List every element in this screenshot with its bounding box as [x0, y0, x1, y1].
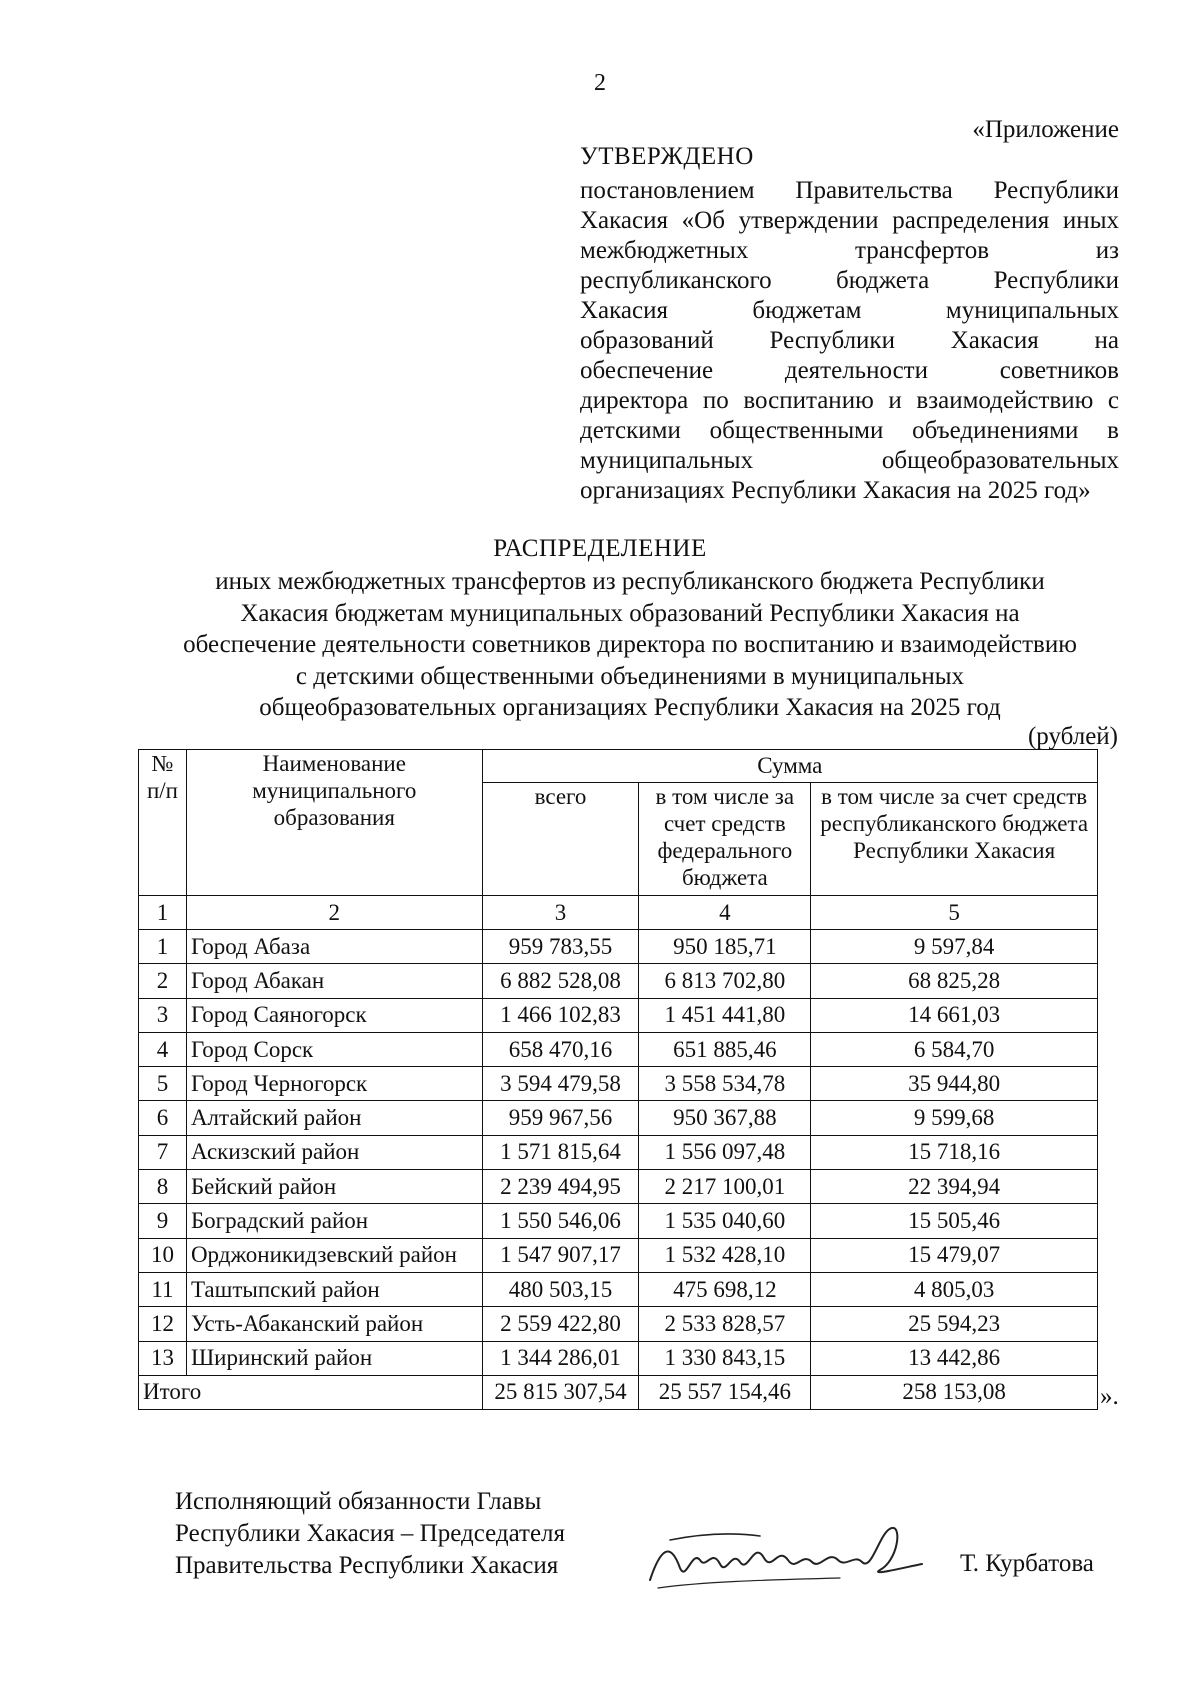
row-name: Город Саяногорск: [186, 998, 482, 1032]
row-number: 9: [139, 1204, 187, 1238]
position-line: Исполняющий обязанности Главы: [175, 1488, 542, 1515]
row-name: Город Черногорск: [186, 1067, 482, 1101]
row-number: 6: [139, 1101, 187, 1135]
row-federal: 6 813 702,80: [639, 964, 811, 998]
subtitle-line: общеобразовательных организациях Республики Хакасия на 2025 год: [259, 694, 1001, 722]
table-row: [139, 1204, 1098, 1238]
row-federal: 1 532 428,10: [639, 1238, 811, 1272]
row-total: 1 344 286,01: [482, 1341, 639, 1375]
row-federal: 950 185,71: [639, 930, 811, 964]
table-row: [139, 964, 1098, 998]
row-federal: 651 885,46: [639, 1032, 811, 1066]
approved-title: УТВЕРЖДЕНО: [580, 143, 754, 170]
row-republic: 22 394,94: [811, 1170, 1098, 1204]
row-republic: 9 599,68: [811, 1101, 1098, 1135]
row-federal: 3 558 534,78: [639, 1067, 811, 1101]
row-number: 2: [139, 964, 187, 998]
signatory-position: [175, 1486, 565, 1582]
position-line: Правительства Республики Хакасия: [175, 1552, 559, 1579]
row-federal: 1 535 040,60: [639, 1204, 811, 1238]
approval-line: организациях Республики Хакасия на 2025 год»: [580, 477, 1091, 504]
row-total: 2 239 494,95: [482, 1170, 639, 1204]
subtitle-line: с детскими общественными объединениями в муниципальных: [295, 662, 965, 690]
approval-line: Хакасия бюджетам муниципальных: [580, 297, 1119, 324]
header-sum: Сумма: [482, 750, 1097, 783]
subtitle-line: Хакасия бюджетам муниципальных образований Республики Хакасия на: [240, 599, 1020, 627]
approval-line: муниципальных общеобразовательных: [580, 447, 1119, 474]
table-row: [139, 930, 1098, 964]
row-total: 6 882 528,08: [482, 964, 639, 998]
closing-quote: ».: [1100, 1383, 1119, 1410]
row-name: Город Абакан: [186, 964, 482, 998]
table-row: [139, 1135, 1098, 1169]
signatory-name: Т. Курбатова: [960, 1550, 1094, 1577]
table-row: [139, 1238, 1098, 1272]
total-federal: 25 557 154,46: [639, 1375, 811, 1409]
row-republic: 14 661,03: [811, 998, 1098, 1032]
row-federal: 1 451 441,80: [639, 998, 811, 1032]
row-republic: 6 584,70: [811, 1032, 1098, 1066]
row-number: 13: [139, 1341, 187, 1375]
table-row: [139, 1170, 1098, 1204]
row-name: Аскизский район: [186, 1135, 482, 1169]
row-number: 10: [139, 1238, 187, 1272]
appendix-label: «Приложение: [972, 116, 1119, 143]
header-federal: в том числе за счет средств федерального бюджета: [639, 783, 811, 896]
approval-line: директора по воспитанию и взаимодействию с: [580, 387, 1119, 414]
approval-line: межбюджетных трансфертов из: [580, 237, 1119, 264]
row-total: 1 547 907,17: [482, 1238, 639, 1272]
total-sum: 25 815 307,54: [482, 1375, 639, 1409]
column-number: 5: [811, 896, 1098, 930]
approval-block: [580, 176, 1119, 506]
row-federal: 1 330 843,15: [639, 1341, 811, 1375]
row-republic: 15 505,46: [811, 1204, 1098, 1238]
row-name: Алтайский район: [186, 1101, 482, 1135]
table-row: [139, 998, 1098, 1032]
unit-label: (рублей): [1027, 723, 1118, 750]
row-republic: 13 442,86: [811, 1341, 1098, 1375]
row-total: 1 466 102,83: [482, 998, 639, 1032]
document-subtitle: [160, 566, 1100, 724]
column-number: 3: [482, 896, 639, 930]
column-number: 1: [139, 896, 187, 930]
row-total: 3 594 479,58: [482, 1067, 639, 1101]
table-row: [139, 1067, 1098, 1101]
row-number: 7: [139, 1135, 187, 1169]
column-number: 4: [639, 896, 811, 930]
row-republic: 15 718,16: [811, 1135, 1098, 1169]
header-total: всего: [482, 783, 639, 896]
table-row: [139, 1101, 1098, 1135]
approval-line: обеспечение деятельности советников: [580, 357, 1119, 384]
signature-icon: [640, 1510, 930, 1600]
row-republic: 68 825,28: [811, 964, 1098, 998]
distribution-table: [138, 749, 1098, 1410]
row-total: 480 503,15: [482, 1272, 639, 1306]
row-number: 8: [139, 1170, 187, 1204]
approval-line: Хакасия «Об утверждении распределения иных: [580, 207, 1119, 234]
row-name: Бейский район: [186, 1170, 482, 1204]
row-republic: 35 944,80: [811, 1067, 1098, 1101]
total-row: [139, 1375, 1098, 1409]
row-name: Город Сорск: [186, 1032, 482, 1066]
header-name: Наименование муниципального образования: [186, 750, 482, 896]
row-total: 1 571 815,64: [482, 1135, 639, 1169]
row-name: Орджоникидзевский район: [186, 1238, 482, 1272]
row-name: Город Абаза: [186, 930, 482, 964]
row-name: Усть-Абаканский район: [186, 1307, 482, 1341]
row-number: 3: [139, 998, 187, 1032]
subtitle-line: обеспечение деятельности советников директора по воспитанию и взаимодействию: [183, 631, 1077, 659]
subtitle-line: иных межбюджетных трансфертов из республиканского бюджета Республики: [215, 568, 1045, 595]
page-number: 2: [594, 70, 606, 96]
table-row: [139, 1307, 1098, 1341]
column-number: 2: [186, 896, 482, 930]
total-republic: 258 153,08: [811, 1375, 1098, 1409]
row-republic: 4 805,03: [811, 1272, 1098, 1306]
row-federal: 475 698,12: [639, 1272, 811, 1306]
position-line: Республики Хакасия – Председателя: [175, 1520, 566, 1547]
row-name: Таштыпский район: [186, 1272, 482, 1306]
document-title: РАСПРЕДЕЛЕНИЕ: [493, 535, 707, 562]
row-number: 12: [139, 1307, 187, 1341]
table-row: [139, 1341, 1098, 1375]
row-name: Ширинский район: [186, 1341, 482, 1375]
row-republic: 25 594,23: [811, 1307, 1098, 1341]
row-federal: 2 217 100,01: [639, 1170, 811, 1204]
row-total: 2 559 422,80: [482, 1307, 639, 1341]
table-row: [139, 1032, 1098, 1066]
row-total: 658 470,16: [482, 1032, 639, 1066]
table-row: [139, 1272, 1098, 1306]
row-number: 1: [139, 930, 187, 964]
approval-line: постановлением Правительства Республики: [580, 177, 1119, 204]
row-total: 959 783,55: [482, 930, 639, 964]
approval-line: образований Республики Хакасия на: [580, 327, 1119, 354]
total-label: Итого: [139, 1375, 483, 1409]
row-name: Боградский район: [186, 1204, 482, 1238]
row-republic: 15 479,07: [811, 1238, 1098, 1272]
row-federal: 1 556 097,48: [639, 1135, 811, 1169]
approval-line: республиканского бюджета Республики: [580, 267, 1119, 294]
row-number: 11: [139, 1272, 187, 1306]
header-number: № п/п: [139, 750, 187, 896]
row-republic: 9 597,84: [811, 930, 1098, 964]
approval-line: детскими общественными объединениями в: [580, 417, 1119, 444]
header-republic: в том числе за счет средств республиканского бюджета Республики Хакасия: [811, 783, 1098, 896]
row-number: 4: [139, 1032, 187, 1066]
row-federal: 2 533 828,57: [639, 1307, 811, 1341]
row-federal: 950 367,88: [639, 1101, 811, 1135]
row-total: 959 967,56: [482, 1101, 639, 1135]
row-number: 5: [139, 1067, 187, 1101]
row-total: 1 550 546,06: [482, 1204, 639, 1238]
